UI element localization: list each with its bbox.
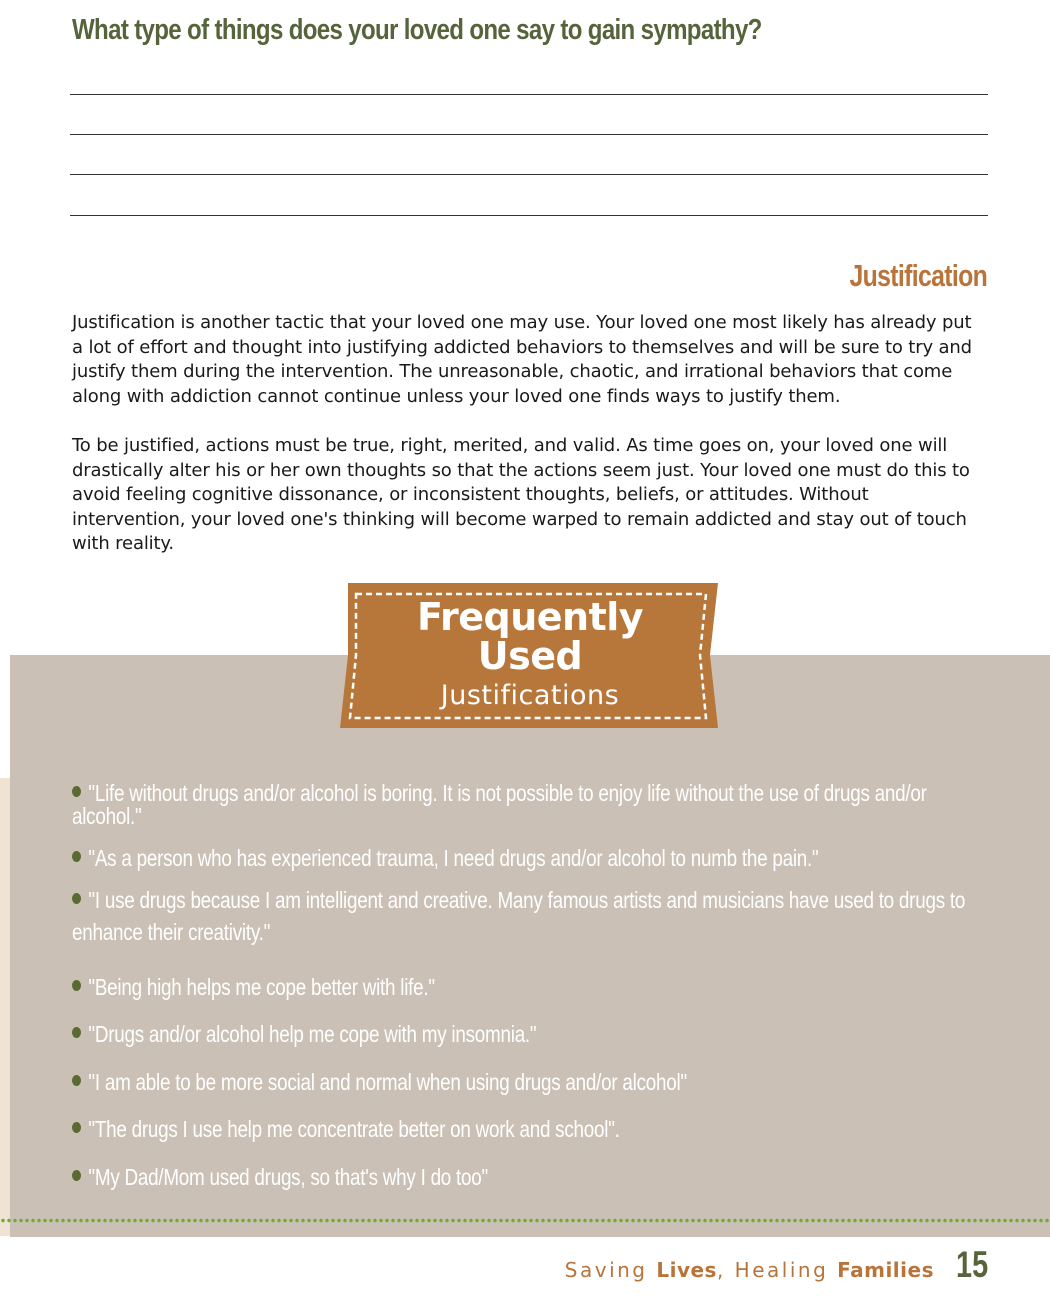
body-paragraph: To be justified, actions must be true, right, merited, and valid. As time goes on, your loved one will drastically alter his or her own thoughts so that the actions seem just. Your loved one must do this to avoid feeling cognitive dissonance, or inconsistent thoughts, beliefs, or attitudes. Without intervention, your loved one's thinking will become warped to remain addicted and stay out of touch with reality. bbox=[72, 435, 970, 554]
answer-line[interactable] bbox=[70, 134, 988, 135]
bullet-icon bbox=[72, 1122, 81, 1133]
banner-title-line1: Frequently bbox=[416, 595, 644, 639]
justification-text: "My Dad/Mom used drugs, so that's why I do too" bbox=[88, 1164, 488, 1190]
bullet-icon bbox=[72, 1027, 81, 1038]
answer-line[interactable] bbox=[70, 215, 988, 216]
list-item bbox=[72, 1070, 982, 1095]
list-item bbox=[72, 846, 982, 871]
list-item bbox=[72, 782, 982, 828]
body-paragraph: Justification is another tactic that your loved one may use. Your loved one most likely has already put a lot of effort and thought into justifying addicted behaviors to themselves and will be sure to try and justify them during the intervention. The unreasonable, chaotic, and irrational behaviors that come along with addiction cannot continue unless your loved one finds ways to justify them. bbox=[72, 312, 972, 407]
list-item bbox=[72, 975, 982, 1000]
footer-text: , Healing bbox=[716, 1258, 838, 1282]
justification-text: "I use drugs because I am intelligent and creative. Many famous artists and musicians have used to drugs to enhance their creativity." bbox=[72, 887, 966, 945]
bullet-icon bbox=[72, 980, 81, 991]
footer-bold-families: Families bbox=[837, 1258, 934, 1282]
section-heading: Justification bbox=[849, 258, 987, 293]
list-item bbox=[72, 1117, 982, 1142]
list-item bbox=[72, 884, 982, 948]
bullet-icon bbox=[72, 786, 81, 797]
justification-text: "Life without drugs and/or alcohol is boring. It is not possible to enjoy life without the use of drugs and/or alcohol." bbox=[72, 780, 927, 829]
footer-bold-lives: Lives bbox=[656, 1258, 717, 1282]
answer-line[interactable] bbox=[70, 174, 988, 175]
list-item bbox=[72, 1165, 982, 1190]
answer-line[interactable] bbox=[70, 94, 988, 95]
dotted-divider bbox=[0, 1218, 1050, 1223]
banner-title-line2: Used bbox=[477, 634, 583, 678]
bullet-icon bbox=[72, 893, 81, 904]
footer-tagline bbox=[565, 1258, 934, 1282]
justification-text: "I am able to be more social and normal when using drugs and/or alcohol" bbox=[88, 1069, 687, 1095]
bullet-icon bbox=[72, 1075, 81, 1086]
frequently-used-banner bbox=[340, 583, 720, 728]
bullet-icon bbox=[72, 1170, 81, 1181]
worksheet-question: What type of things does your loved one say to gain sympathy? bbox=[72, 14, 762, 46]
footer-text: Saving bbox=[564, 1258, 657, 1282]
page-number: 15 bbox=[955, 1244, 988, 1285]
justification-text: "As a person who has experienced trauma, I need drugs and/or alcohol to numb the pain." bbox=[88, 845, 819, 871]
decorative-side-strip bbox=[0, 778, 10, 1236]
banner-subtitle: Justifications bbox=[440, 680, 620, 711]
banner-text bbox=[340, 583, 720, 716]
justification-text: "The drugs I use help me concentrate better on work and school". bbox=[88, 1116, 620, 1142]
justification-text: "Being high helps me cope better with life." bbox=[88, 974, 435, 1000]
justification-text: "Drugs and/or alcohol help me cope with my insomnia." bbox=[88, 1021, 537, 1047]
bullet-icon bbox=[72, 851, 81, 862]
list-item bbox=[72, 1022, 982, 1047]
